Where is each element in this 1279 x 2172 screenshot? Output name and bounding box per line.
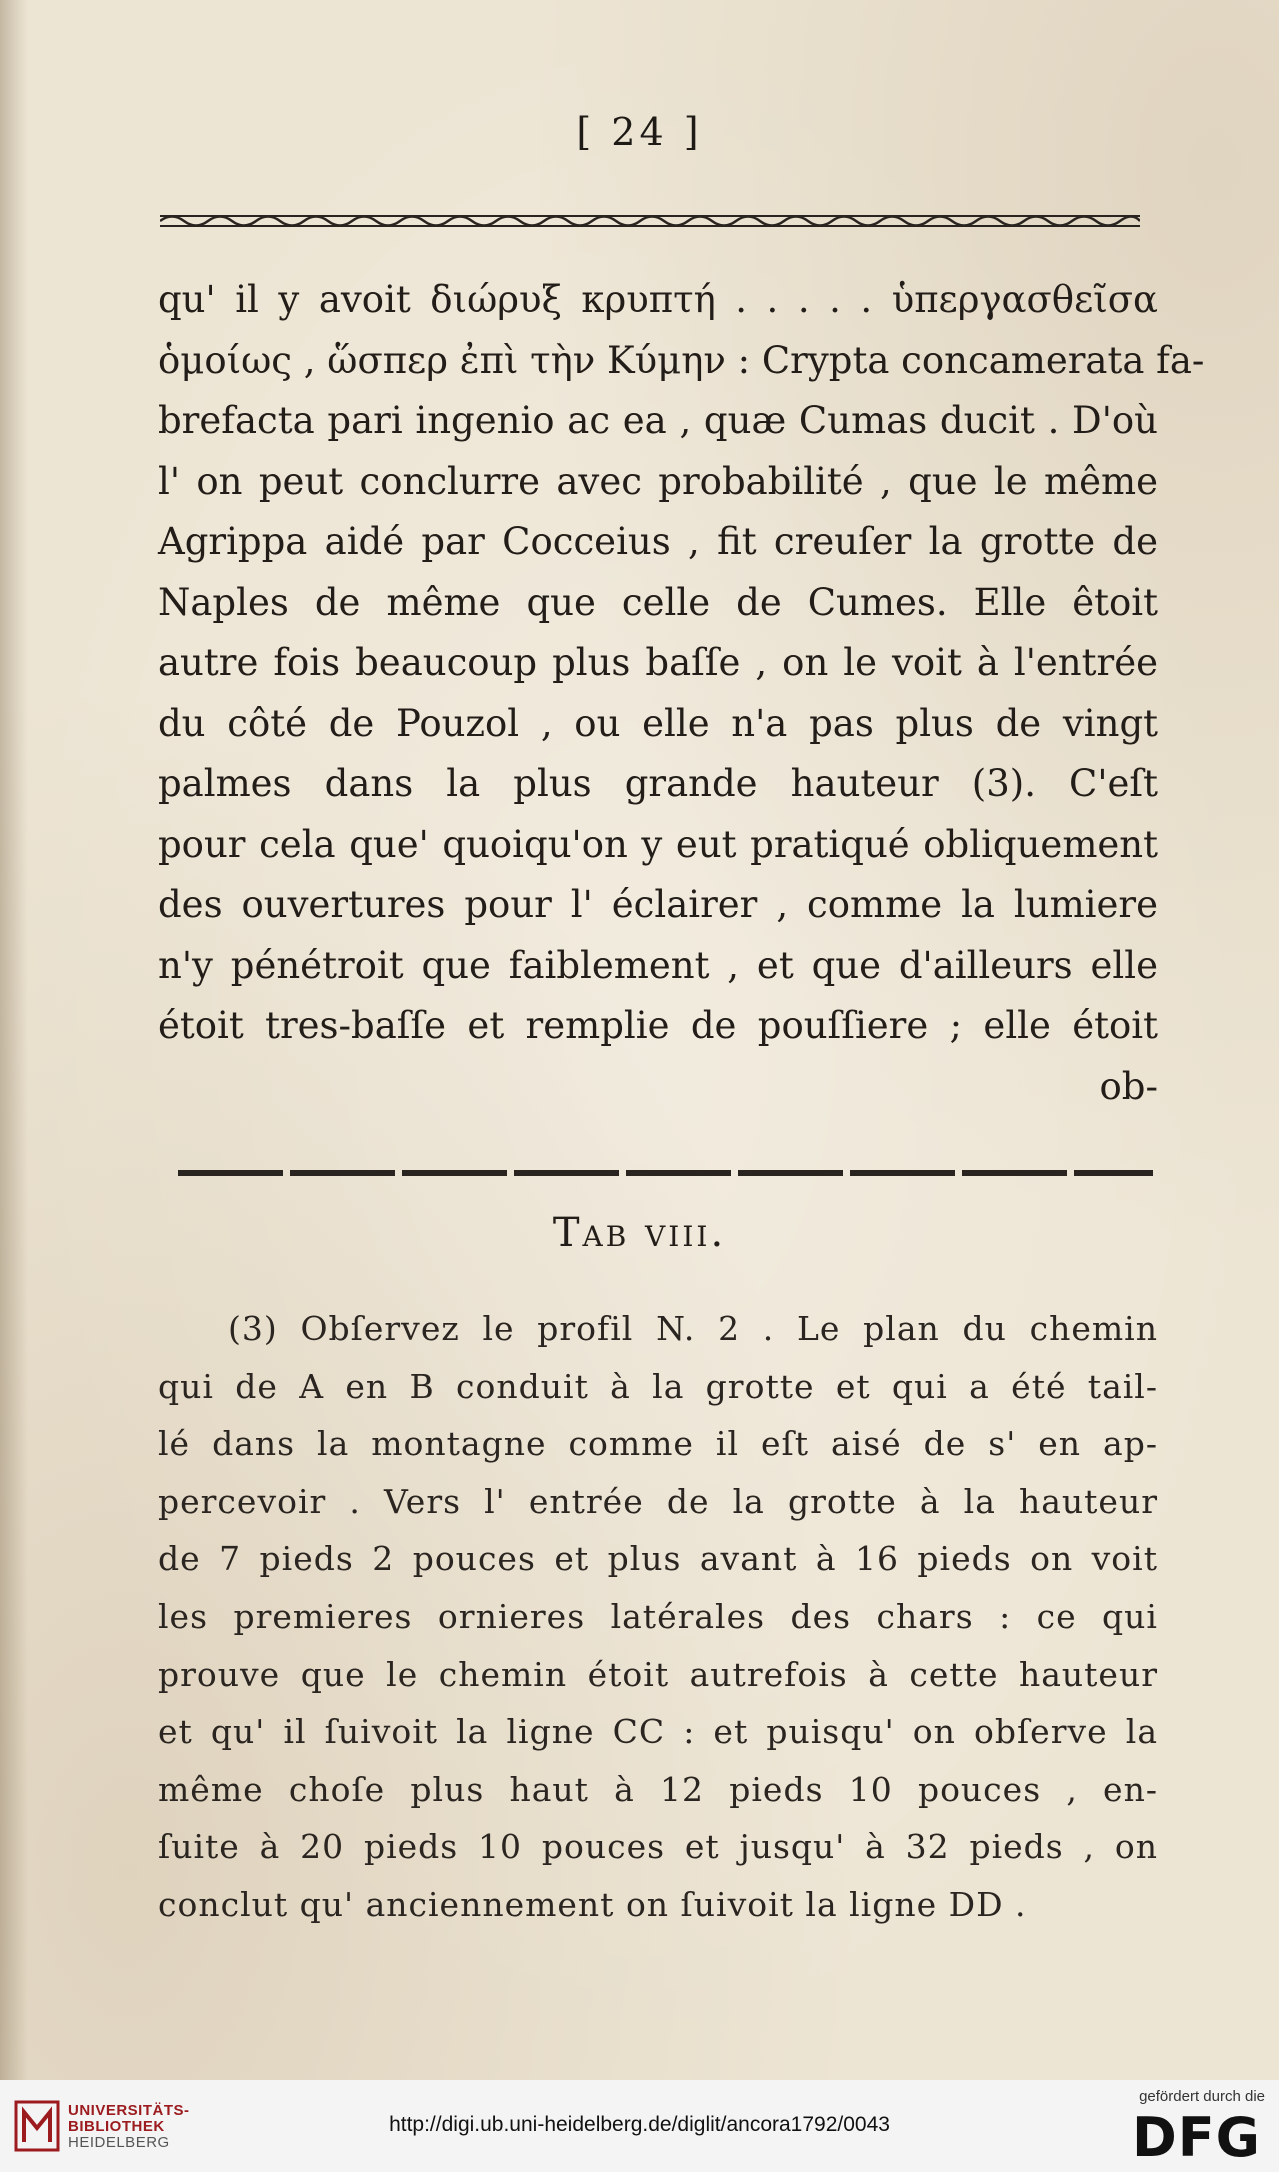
catchword: ob-: [1099, 1064, 1158, 1108]
dfg-logo[interactable]: DFG: [1131, 2106, 1261, 2169]
text-line: autre fois beaucoup plus baſſe , on le voit à l'entrée: [158, 641, 1158, 684]
text-line: qu' il y avoit διώρυξ κρυπτή . . . . . ὑπεργασθεῖσα: [158, 278, 1158, 321]
library-name-line: HEIDELBERG: [68, 2134, 170, 2151]
note-line: les premieres ornieres latérales des chars : ce qui: [158, 1596, 1158, 1636]
ornamental-rule: [160, 210, 1140, 232]
note-line: conclut qu' anciennement on ſuivoit la ligne DD .: [158, 1884, 1027, 1924]
text-line: ὁμοίως , ὥσπερ ἐπὶ τὴν Κύμην : Crypta concamerata fa-: [158, 338, 1205, 382]
note-line: lé dans la montagne comme il eſt aisé de s' en ap-: [158, 1424, 1158, 1464]
note-line: même choſe plus haut à 12 pieds 10 pouces , en-: [158, 1769, 1158, 1809]
funder-label: gefördert durch die: [1139, 2088, 1265, 2105]
text-line: étoit tres-baſſe et remplie de pouſſiere ; elle étoit: [158, 1004, 1158, 1047]
page-number-header: [ 24 ]: [576, 110, 703, 154]
library-name-line: BIBLIOTHEK: [68, 2118, 165, 2135]
footer-bar: [0, 2080, 1279, 2172]
permalink-url[interactable]: http://digi.ub.uni-heidelberg.de/diglit/ancora1792/0043: [389, 2113, 890, 2136]
note-line: percevoir . Vers l' entrée de la grotte à la hauteur: [158, 1481, 1158, 1521]
text-line: n'y pénétroit que faiblement , et que d'ailleurs elle: [158, 943, 1158, 987]
library-name-line: UNIVERSITÄTS-: [68, 2102, 190, 2119]
page-binding-shadow: [0, 0, 28, 2080]
note-line: prouve que le chemin étoit autrefois à cette hauteur: [158, 1654, 1158, 1694]
text-line: du côté de Pouzol , ou elle n'a pas plus de vingt: [158, 701, 1158, 745]
note-line: et qu' il ſuivoit la ligne CC : et puisqu' on obſerve la: [158, 1712, 1158, 1752]
main-text-body: [158, 270, 1205, 1117]
text-line: des ouvertures pour l' éclairer , comme la lumiere: [158, 883, 1158, 926]
footnote-divider: [178, 1170, 1153, 1176]
note-line: ſuite à 20 pieds 10 pouces et jusqu' à 32 pieds , on: [158, 1827, 1158, 1867]
note-line: qui de A en B conduit à la grotte et qui a été tail-: [158, 1366, 1158, 1406]
note-line: (3) Obſervez le profil N. 2 . Le plan du chemin: [228, 1309, 1158, 1348]
section-title: Tab viii.: [552, 1210, 727, 1256]
text-line: pour cela que' quoiqu'on y eut pratiqué obliquement: [158, 822, 1158, 866]
text-line: Naples de même que celle de Cumes. Elle êtoit: [158, 580, 1158, 624]
text-line: brefacta pari ingenio ac ea , quæ Cumas ducit . D'où: [158, 399, 1158, 442]
text-line: Agrippa aidé par Cocceius , fit creuſer la grotte de: [158, 520, 1158, 563]
note-line: de 7 pieds 2 pouces et plus avant à 16 pieds on voit: [158, 1539, 1158, 1579]
text-line: l' on peut conclurre avec probabilité , que le même: [158, 459, 1158, 503]
text-line: palmes dans la plus grande hauteur (3). C'eſt: [158, 762, 1158, 805]
footnote-body: [158, 1300, 1158, 1934]
